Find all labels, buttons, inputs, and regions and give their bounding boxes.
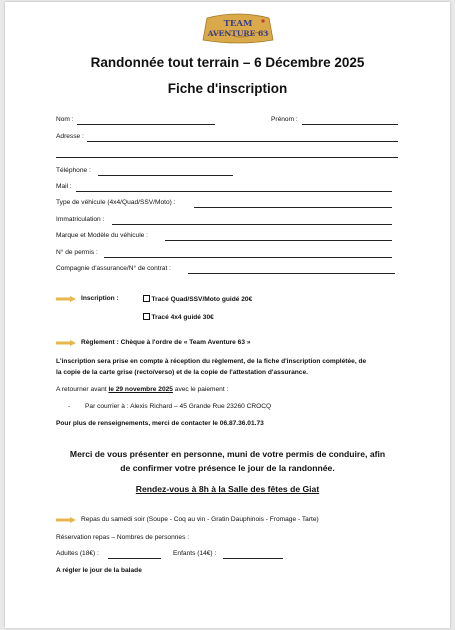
nom-field[interactable] [77, 124, 215, 125]
reglement-text: Règlement : Chèque à l'ordre de « Team Aventure 63 » [81, 339, 251, 346]
prenom-field[interactable] [302, 124, 398, 125]
adultes-label: Adultes (18€) : [56, 550, 99, 557]
regler-text: A régler le jour de la balade [56, 567, 142, 574]
adresse-field-2[interactable] [56, 157, 398, 158]
retourner-date: le 29 novembre 2025 [108, 386, 173, 393]
assurance-label: Compagnie d'assurance/N° de contrat : [56, 265, 171, 272]
retourner-text [56, 386, 228, 393]
adresse-label: Adresse : [56, 133, 84, 140]
notice-line-2: de confirmer votre présence le jour de la randonnée. [120, 463, 335, 473]
page-title: Randonnée tout terrain – 6 Décembre 2025 [90, 55, 365, 70]
document-page [5, 2, 450, 628]
immatriculation-label: Immatriculation : [56, 216, 105, 223]
marque-modele-label: Marque et Modèle du véhicule : [56, 232, 149, 239]
enfants-label: Enfants (14€) : [173, 550, 217, 557]
nom-label: Nom : [56, 116, 74, 123]
reglement-note-2: la copie de la carte grise (recto/verso) et de la copie de l'attestation d'assurance. [56, 369, 308, 376]
marque-modele-field[interactable] [165, 240, 392, 241]
retourner-suffix: avec le paiement : [174, 386, 229, 393]
telephone-field[interactable] [98, 175, 233, 176]
arrow-icon [56, 296, 76, 302]
rendezvous-text: Rendez-vous à 8h à la Salle des fêtes de Giat [135, 484, 320, 494]
prenom-label: Prénom : [271, 116, 298, 123]
assurance-field[interactable] [188, 273, 395, 274]
repas-text: Repas du samedi soir (Soupe - Coq au vin - Gratin Dauphinois - Fromage - Tarte) [81, 516, 319, 523]
logo-line2: AVENTURE 63 [207, 29, 269, 38]
courrier-dash: - [68, 403, 71, 410]
adresse-field[interactable] [87, 141, 398, 142]
option-4x4[interactable] [143, 313, 214, 321]
courrier-text: Par courrier à : Alexis Richard – 45 Grande Rue 23260 CROCQ [85, 403, 272, 410]
option-quad[interactable] [143, 295, 252, 303]
telephone-label: Téléphone : [56, 167, 91, 174]
option-4x4-label: Tracé 4x4 guidé 30€ [151, 314, 214, 321]
type-vehicule-field[interactable] [194, 207, 392, 208]
contact-text: Pour plus de renseignements, merci de contacter le 06.87.36.01.73 [56, 420, 264, 427]
arrow-icon [56, 517, 76, 523]
team-aventure-logo [201, 12, 275, 44]
permis-field[interactable] [104, 257, 392, 258]
checkbox-4x4[interactable] [143, 313, 150, 320]
adultes-field[interactable] [108, 558, 161, 559]
reservation-text: Réservation repas – Nombres de personnes : [56, 534, 190, 541]
mail-field[interactable] [76, 191, 392, 192]
option-quad-label: Tracé Quad/SSV/Moto guidé 20€ [151, 296, 253, 303]
enfants-field[interactable] [223, 558, 283, 559]
mail-label: Mail : [56, 183, 72, 190]
notice-line-1: Merci de vous présenter en personne, muni de votre permis de conduire, afin [69, 449, 386, 459]
type-vehicule-label: Type de véhicule (4x4/Quad/SSV/Moto) : [56, 199, 176, 206]
permis-label: N° de permis : [56, 249, 98, 256]
arrow-icon [56, 340, 76, 346]
immatriculation-field[interactable] [112, 224, 392, 225]
page-subtitle: Fiche d'inscription [167, 81, 288, 96]
checkbox-quad[interactable] [143, 295, 150, 302]
retourner-prefix: A retourner avant [56, 386, 107, 393]
logo-line1: TEAM [223, 19, 253, 29]
reglement-note-1: L'inscription sera prise en compte à réception du règlement, de la fiche d'inscription complétée, de [56, 358, 367, 365]
inscription-label: Inscription : [81, 295, 119, 302]
